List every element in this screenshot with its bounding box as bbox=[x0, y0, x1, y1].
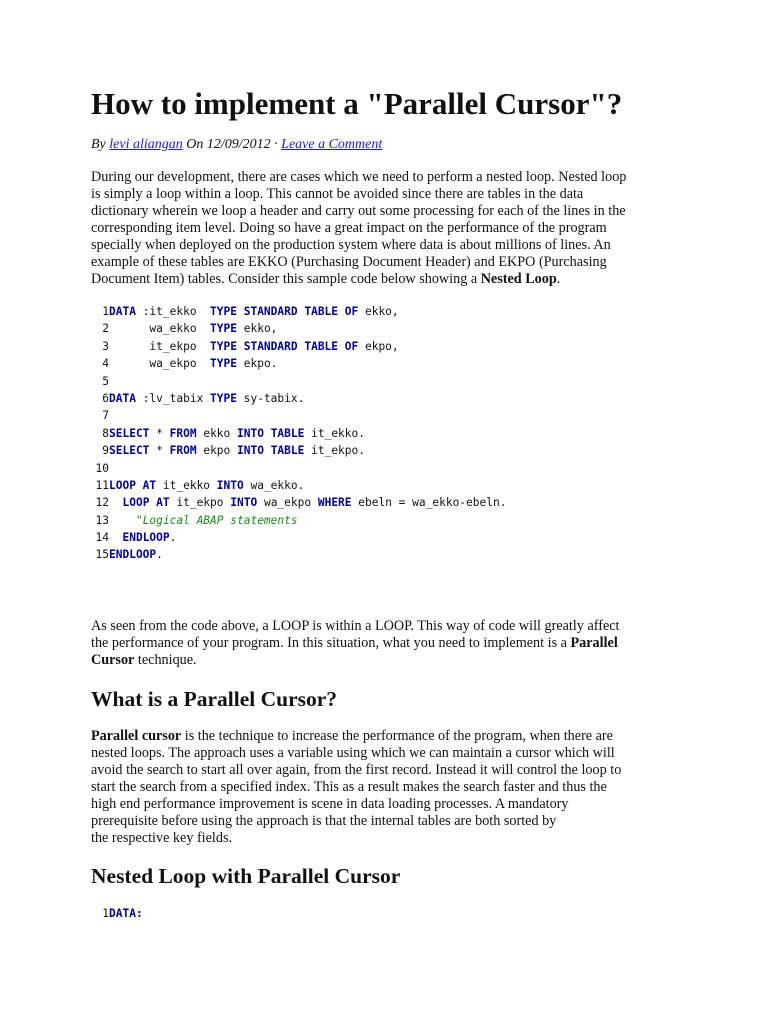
code-text: ekko, bbox=[237, 322, 278, 336]
code-line bbox=[91, 460, 506, 477]
paragraph-line: dictionary wherein we loop a header and carry out some processing for each of the lines in the bbox=[91, 203, 626, 219]
code-line bbox=[91, 355, 506, 372]
line-number: 3 bbox=[102, 339, 109, 353]
code-line bbox=[91, 338, 506, 355]
code-text: it_ekpo bbox=[109, 339, 211, 353]
code-text: * bbox=[149, 444, 170, 458]
code-line bbox=[91, 407, 506, 424]
paragraph-line bbox=[91, 635, 681, 652]
code-keyword: FROM bbox=[169, 426, 197, 440]
code-keyword: WHERE bbox=[317, 496, 352, 510]
code-keyword: TYPE STANDARD TABLE OF bbox=[210, 339, 359, 353]
code-text bbox=[109, 514, 136, 527]
author-link[interactable]: levi aliangan bbox=[109, 137, 183, 152]
code-text: ebeln = wa_ekko-ebeln. bbox=[351, 496, 507, 510]
code-keyword: SELECT bbox=[109, 426, 150, 440]
code-text: :it_ekko bbox=[135, 305, 211, 318]
code-text: it_ekpo bbox=[169, 496, 231, 510]
code-keyword: DATA bbox=[109, 305, 136, 318]
code-keyword: TYPE STANDARD TABLE OF bbox=[210, 305, 359, 318]
paragraph-line bbox=[91, 652, 681, 669]
line-number: 12 bbox=[95, 496, 109, 510]
line-number: 1 bbox=[102, 907, 109, 920]
line-number: 14 bbox=[95, 531, 109, 545]
code-keyword: INTO TABLE bbox=[237, 444, 305, 458]
paragraph-line bbox=[91, 271, 681, 288]
code-text: it_ekko. bbox=[304, 426, 365, 440]
paragraph-line: avoid the search to start all over again, from the first record. Instead it will control the loop to bbox=[91, 762, 622, 778]
code-text: ekpo. bbox=[237, 357, 278, 371]
code-keyword: TYPE bbox=[210, 391, 237, 405]
code-line bbox=[91, 512, 506, 529]
code-line bbox=[91, 373, 506, 390]
bold-term: Nested Loop bbox=[480, 271, 557, 287]
code-text: ekko, bbox=[358, 305, 399, 318]
paragraph-line: start the search from a specified index. This as a result makes the search faster and thus the bbox=[91, 779, 607, 795]
code-keyword: LOOP AT bbox=[109, 478, 157, 492]
code-keyword: TYPE bbox=[210, 357, 237, 371]
code-keyword: DATA bbox=[109, 391, 136, 405]
paragraph-line: During our development, there are cases which we need to perform a nested loop. Nested loop bbox=[91, 169, 627, 185]
paragraph-line: prerequisite before using the approach is that the internal tables are both sorted by bbox=[91, 813, 557, 829]
code-text: ekpo bbox=[196, 444, 238, 458]
paragraph-line: nested loops. The approach uses a variable using which we can maintain a cursor which will bbox=[91, 745, 615, 761]
code-comment: "Logical ABAP statements bbox=[135, 513, 298, 527]
bold-term: Parallel cursor bbox=[91, 728, 182, 744]
code-text: sy-tabix. bbox=[237, 391, 305, 405]
code-text: wa_ekpo bbox=[257, 496, 318, 510]
line-number: 13 bbox=[95, 513, 109, 527]
line-number: 8 bbox=[102, 426, 109, 440]
code-keyword: INTO bbox=[216, 478, 244, 492]
code-line bbox=[91, 442, 506, 459]
code-text: wa_ekpo bbox=[109, 357, 211, 371]
code-keyword: LOOP AT bbox=[122, 496, 170, 510]
line-number: 1 bbox=[102, 305, 109, 318]
code-line bbox=[91, 303, 506, 320]
code-line bbox=[91, 425, 506, 442]
text-run: is the technique to increase the performance of the program, when there are bbox=[181, 728, 613, 744]
code-keyword: TYPE bbox=[210, 322, 237, 336]
code-keyword: DATA: bbox=[109, 907, 143, 920]
code-text: ekko bbox=[196, 426, 238, 440]
code-keyword: INTO TABLE bbox=[237, 426, 305, 440]
paragraph-line: high end performance improvement is scene in data loading processes. A mandatory bbox=[91, 796, 569, 812]
line-number: 2 bbox=[102, 322, 109, 336]
code-text: wa_ekko. bbox=[243, 478, 305, 492]
parallel-cursor-paragraph bbox=[91, 728, 681, 847]
text-run: technique. bbox=[134, 652, 197, 668]
code-keyword: SELECT bbox=[109, 444, 150, 458]
page-title: How to implement a "Parallel Cursor"? bbox=[91, 86, 623, 121]
line-number: 9 bbox=[102, 444, 109, 458]
line-number: 10 bbox=[95, 461, 109, 475]
paragraph-line: corresponding item level. Doing so have a great impact on the performance of the program bbox=[91, 220, 607, 236]
paragraph-line: the respective key fields. bbox=[91, 830, 233, 846]
code-text bbox=[109, 531, 122, 544]
code-text: it_ekpo. bbox=[304, 444, 365, 458]
code-line bbox=[91, 477, 506, 494]
code-keyword: ENDLOOP bbox=[109, 548, 157, 562]
paragraph-line bbox=[91, 728, 681, 745]
paragraph-line: example of these tables are EKKO (Purchasing Document Header) and EKPO (Purchasing bbox=[91, 254, 607, 270]
code-line bbox=[91, 529, 506, 546]
line-number: 6 bbox=[102, 391, 109, 405]
line-number: 15 bbox=[95, 548, 109, 562]
paragraph-line: As seen from the code above, a LOOP is within a LOOP. This way of code will greatly affect bbox=[91, 618, 620, 634]
bold-term: Parallel bbox=[570, 635, 618, 651]
leave-comment-link[interactable]: Leave a Comment bbox=[281, 137, 383, 152]
section-heading-what-is: What is a Parallel Cursor? bbox=[91, 687, 338, 711]
text-run: . bbox=[556, 271, 561, 287]
byline-date: On 12/09/2012 · bbox=[186, 137, 278, 152]
code-line bbox=[91, 320, 506, 337]
paragraph-line: is simply a loop within a loop. This cannot be avoided since there are tables in the data bbox=[91, 186, 584, 202]
text-run: Document Item) tables. Consider this sample code below showing a bbox=[91, 271, 481, 287]
line-number: 7 bbox=[102, 409, 109, 423]
line-number: 11 bbox=[95, 478, 109, 492]
code-text: * bbox=[149, 426, 170, 440]
intro-paragraph bbox=[91, 169, 681, 288]
code-line bbox=[91, 905, 143, 922]
code-text: wa_ekko bbox=[109, 322, 211, 336]
line-number: 5 bbox=[102, 374, 109, 388]
byline bbox=[91, 136, 382, 153]
paragraph-line: specially when deployed on the production system where data is about millions of lines. An bbox=[91, 237, 611, 253]
text-run: the performance of your program. In this situation, what you need to implement is a bbox=[91, 635, 571, 651]
line-number: 4 bbox=[102, 357, 109, 371]
code-keyword: ENDLOOP bbox=[122, 531, 170, 545]
code-line bbox=[91, 390, 506, 407]
byline-by: By bbox=[91, 137, 106, 152]
code-block-nested-loop bbox=[91, 303, 506, 564]
code-text: . bbox=[169, 531, 177, 545]
section-heading-nested-loop: Nested Loop with Parallel Cursor bbox=[91, 864, 401, 888]
code-block-parallel-cursor bbox=[91, 905, 143, 922]
code-keyword: FROM bbox=[169, 444, 197, 458]
code-text bbox=[109, 496, 122, 509]
code-line bbox=[91, 494, 506, 511]
code-text: it_ekko bbox=[156, 478, 217, 492]
code-text: . bbox=[156, 548, 163, 562]
code-keyword: INTO bbox=[230, 496, 258, 510]
bold-term: Cursor bbox=[91, 652, 135, 668]
code-line bbox=[91, 546, 506, 563]
code-text: ekpo, bbox=[358, 339, 399, 353]
after-code-paragraph bbox=[91, 618, 681, 669]
code-text: :lv_tabix bbox=[135, 391, 211, 405]
